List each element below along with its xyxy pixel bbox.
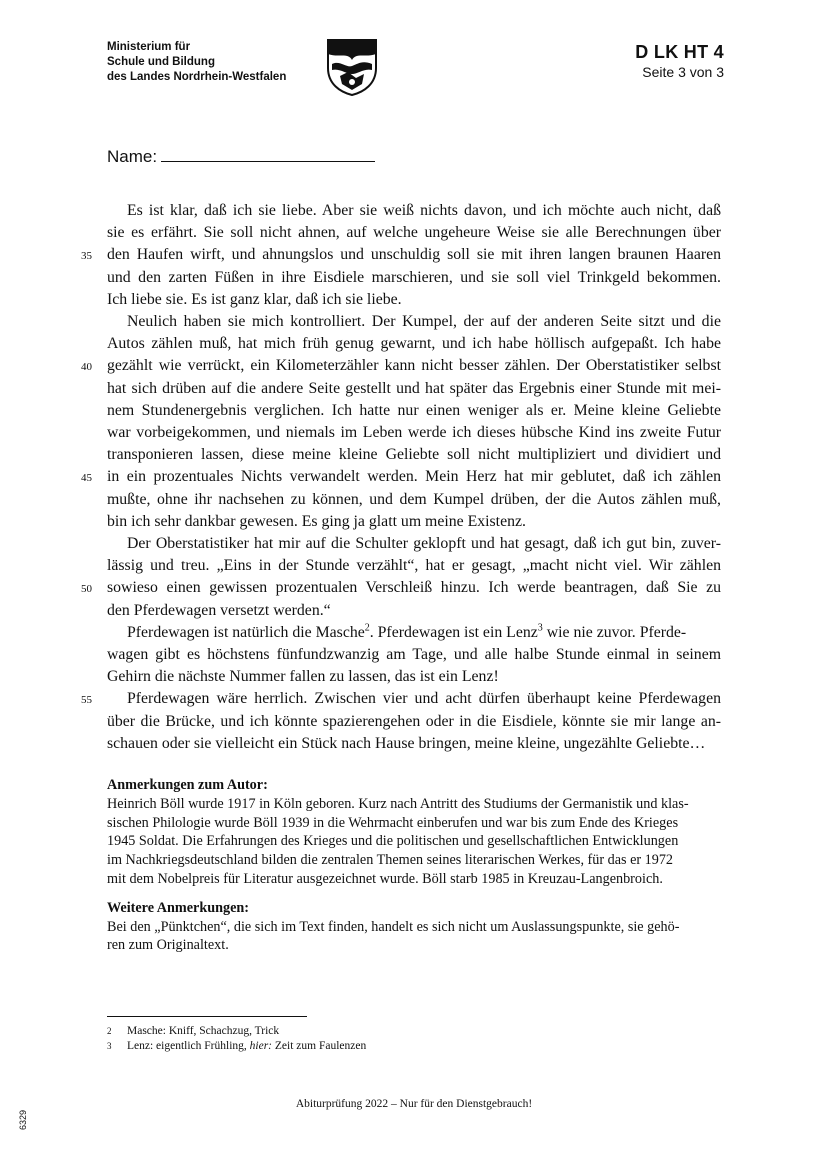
text-line: Es ist klar, daß ich sie liebe. Aber sie weiß nichts davon, und ich möchte auch nicht, daß bbox=[127, 202, 721, 219]
footnote-divider bbox=[107, 1016, 307, 1017]
footnote-ref[interactable]: 2 bbox=[364, 622, 370, 634]
footnote bbox=[107, 1039, 366, 1054]
ministry-line: des Landes Nordrhein-Westfalen bbox=[107, 71, 287, 83]
footnote-ref[interactable]: 3 bbox=[537, 622, 543, 634]
text-line: schauen oder sie vielleicht ein Stück nach Hause bringen, meine kleine, ungezählte Geliebte… bbox=[107, 734, 706, 752]
text-line: lässig und treu. „Eins in der Stunde verzählt“, hat er gesagt, „macht nicht viel. Wir zählen bbox=[107, 557, 721, 575]
author-notes-heading: Anmerkungen zum Autor: bbox=[107, 777, 268, 793]
text-line: Der Oberstatistiker hat mir auf die Schulter geklopft und hat gesagt, daß ich gut bin, zuver- bbox=[127, 535, 721, 553]
line-number: 50 bbox=[81, 583, 92, 596]
further-note-line: Bei den „Pünktchen“, die sich im Text finden, handelt es sich nicht um Auslassungspunkte, sie gehö- bbox=[107, 918, 680, 935]
nrw-coat-of-arms-icon bbox=[326, 38, 378, 96]
text-line: wagen gibt es höchstens fünfundzwanzig am Tage, und alle halbe Stunde einmal in seinem bbox=[107, 646, 721, 664]
page-number: Seite 3 von 3 bbox=[642, 64, 724, 80]
line-number: 40 bbox=[81, 361, 92, 374]
page-footer: Abiturprüfung 2022 – Nur für den Dienstgebrauch! bbox=[295, 1098, 533, 1110]
text-line: Neulich haben sie mich kontrolliert. Der Kumpel, der auf der anderen Seite sitzt und die bbox=[127, 313, 721, 331]
text-line: 45 in ein prozentuales Nichts verwandelt werden. Mein Herz hat mir geblutet, daß ich zählen bbox=[107, 466, 721, 488]
ministry-name bbox=[107, 40, 286, 85]
annotations bbox=[107, 776, 721, 955]
side-code: 6329 bbox=[18, 1109, 28, 1130]
text-line: den Pferdewagen versetzt werden.“ bbox=[107, 601, 331, 619]
footnote-number: 2 bbox=[107, 1026, 112, 1036]
author-note-line: sischen Philologie wurde Böll 1939 in die Wehrmacht einberufen und war bis zum Ende des Krieges bbox=[107, 814, 679, 831]
footnote-number: 3 bbox=[107, 1041, 112, 1051]
text-line: transponieren lassen, diese meine kleine Geliebte soll nicht multipliziert und dividiert und bbox=[107, 446, 721, 464]
footnote-text: Lenz: eigentlich Frühling, bbox=[127, 1040, 250, 1052]
line-number: 35 bbox=[81, 250, 92, 263]
footnotes bbox=[107, 1024, 366, 1054]
text-line: hat sich drüben auf die andere Seite gestellt und hat später das Ergebnis einer Stunde mit mei- bbox=[107, 379, 721, 397]
text-line: 40 gezählt wie verrückt, ein Kilometerzähler kann nicht besser zählen. Der Oberstatistiker selbst bbox=[107, 355, 721, 377]
line-number: 55 bbox=[81, 694, 92, 707]
text-line: Pferdewagen ist natürlich die Masche$^2$. Pferdewagen ist ein Lenz$^3$ wie nie zuvor. Pferde- bbox=[127, 622, 687, 641]
text-line: war vorbeigekommen, und niemals im Leben werde ich dieses hübsche Kind ins zweite Futur bbox=[107, 424, 721, 442]
text-line: 35 den Haufen wirft, und ahnungslos und unschuldig soll sie mit ihren langen braunen Haaren bbox=[107, 244, 721, 266]
further-notes-heading: Weitere Anmerkungen: bbox=[107, 899, 249, 916]
footnote-text: Masche: Kniff, Schachzug, Trick bbox=[127, 1025, 280, 1037]
text-line: 50 sowieso einen gewissen prozentualen Verschleiß hinzu. Ich werde beantragen, daß Sie zu bbox=[107, 577, 721, 599]
text-line: sie es erfährt. Sie soll nicht ahnen, auf welche ungeheure Weise sie alle Berechnungen über bbox=[107, 224, 721, 242]
author-note-line: mit dem Nobelpreis für Literatur ausgezeichnet wurde. Böll starb 1985 in Kreuzau-Langenbroich. bbox=[107, 870, 663, 887]
text-line: Autos zählen muß, hat mich früh genug gewarnt, und ich habe höllisch aufgepaßt. Ich habe bbox=[107, 335, 721, 353]
name-blank-line[interactable] bbox=[161, 143, 375, 162]
ministry-line: Schule und Bildung bbox=[107, 56, 215, 68]
exam-code: D LK HT 4 bbox=[635, 42, 724, 62]
text-line: Ich liebe sie. Es ist ganz klar, daß ich sie liebe. bbox=[107, 290, 402, 308]
text-line: Gehirn die nächste Nummer fallen zu lassen, das ist ein Lenz! bbox=[107, 668, 499, 686]
further-note-line: ren zum Originaltext. bbox=[107, 937, 229, 954]
ministry-line: Ministerium für bbox=[107, 41, 191, 53]
name-field bbox=[107, 143, 375, 167]
literary-text bbox=[81, 200, 721, 755]
name-label: Name: bbox=[107, 147, 158, 166]
text-line: und den zarten Füßen in ihre Eisdiele marschieren, und sie soll viel Trinkgeld bekommen. bbox=[107, 268, 721, 286]
author-note-line: Heinrich Böll wurde 1917 in Köln geboren. Kurz nach Antritt des Studiums der Germanistik und klas- bbox=[107, 795, 689, 812]
text-line: über die Brücke, und ich könnte spazierengehen oder in die Eisdiele, könnte sie mir lange an- bbox=[107, 712, 721, 730]
text-line: 55 Pferdewagen wäre herrlich. Zwischen vier und acht dürfen überhaupt keine Pferdewagen bbox=[107, 688, 721, 710]
text-line: nem Stundenergebnis verglichen. Ich hatte nur einen weniger als er. Meine kleine Geliebte bbox=[107, 401, 721, 419]
author-note-line: im Nachkriegsdeutschland bilden die zentralen Themen seines literarischen Werkes, für das er 1972 bbox=[107, 852, 674, 869]
text-line: bin ich sehr dankbar gewesen. Es ging ja glatt um meine Existenz. bbox=[107, 512, 526, 530]
text-line: mußte, ohne ihr nachsehen zu können, und dem Kumpel drüben, der die Autos zählen muß, bbox=[107, 490, 721, 508]
footnote bbox=[107, 1024, 366, 1039]
line-number: 45 bbox=[81, 472, 92, 485]
footnote-text-rest: Zeit zum Faulenzen bbox=[272, 1040, 367, 1052]
footnote-italic: hier: bbox=[249, 1040, 272, 1052]
exam-code-block bbox=[635, 41, 724, 81]
author-note-line: 1945 Soldat. Die Erfahrungen des Krieges und die politischen und gesellschaftlichen Entwicklungen bbox=[107, 833, 679, 850]
